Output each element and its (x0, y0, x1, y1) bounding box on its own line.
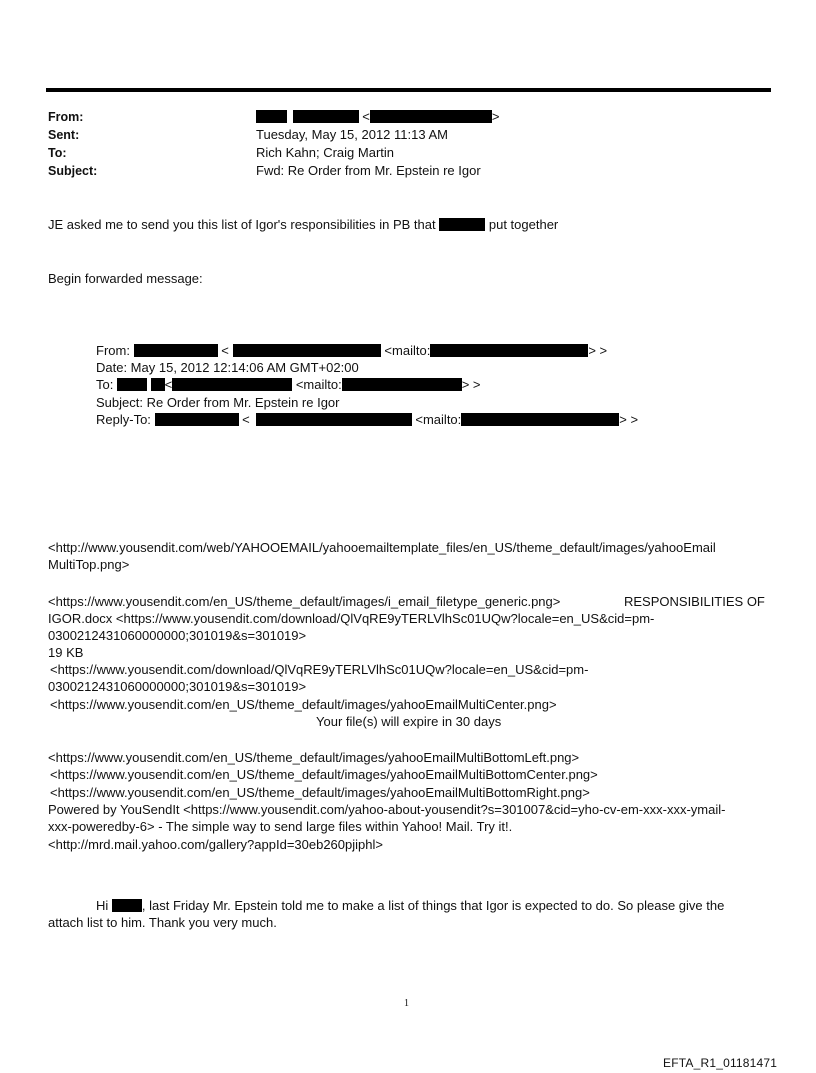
redaction (151, 378, 165, 391)
fwd-replyto-close: > > (619, 412, 639, 427)
from-label: From: (48, 110, 84, 124)
redaction (293, 110, 359, 123)
fwd-to-line (96, 377, 481, 393)
redaction (342, 378, 462, 391)
redaction (439, 218, 485, 231)
fwd-to-close: > > (461, 377, 481, 392)
fwd-replyto-line (96, 412, 638, 428)
to-label: To: (48, 146, 67, 160)
begin-forwarded: Begin forwarded message: (48, 271, 203, 286)
fwd-replyto-label: Reply-To: (96, 412, 151, 427)
fwd-from-label: From: (96, 343, 130, 358)
fwd-replyto-lt: < (242, 412, 250, 427)
sent-label: Sent: (48, 128, 80, 142)
download-link-line1[interactable]: <https://www.yousendit.com/download/QlVqRE9yTERLVlhSc01UQw?locale=en_US&cid=pm- (50, 662, 589, 677)
redaction (370, 110, 492, 123)
closing-line1 (96, 898, 724, 914)
fwd-from-line (96, 343, 607, 359)
redaction (134, 344, 218, 357)
fwd-to-mailto: <mailto: (295, 377, 342, 392)
center-image-link[interactable]: <https://www.yousendit.com/en_US/theme_default/images/yahooEmailMultiCenter.png> (50, 697, 557, 712)
fwd-replyto-mailto: <mailto: (415, 412, 462, 427)
top-image-link-1[interactable]: <http://www.yousendit.com/web/YAHOOEMAIL/yahooemailtemplate_files/en_US/theme_default/images/yahooEmail (48, 540, 716, 555)
from-value (256, 109, 499, 125)
download-link-line2[interactable]: 0300212431060000000;301019&s=301019> (48, 679, 307, 694)
top-image-link-2[interactable]: MultiTop.png> (48, 557, 130, 572)
document-id: EFTA_R1_01181471 (663, 1056, 778, 1070)
bottom-left-link[interactable]: <https://www.yousendit.com/en_US/theme_default/images/yahooEmailMultiBottomLeft.png> (48, 750, 580, 765)
page-number: 1 (404, 998, 409, 1009)
subject-label: Subject: (48, 164, 98, 178)
bottom-center-link[interactable]: <https://www.yousendit.com/en_US/theme_default/images/yahooEmailMultiBottomCenter.png> (50, 767, 598, 782)
gallery-link[interactable]: <http://mrd.mail.yahoo.com/gallery?appId=30eb260pjiphl> (48, 837, 383, 852)
fwd-date: Date: May 15, 2012 12:14:06 AM GMT+02:00 (96, 360, 359, 375)
closing-hi: Hi (96, 898, 109, 913)
redaction (117, 378, 147, 391)
intro-after: put together (488, 217, 559, 232)
sent-value: Tuesday, May 15, 2012 11:13 AM (256, 127, 448, 142)
header-rule (46, 88, 771, 92)
expire-notice: Your file(s) will expire in 30 days (316, 714, 502, 729)
intro-line (48, 217, 558, 233)
redaction (112, 899, 142, 912)
from-lt: < (362, 109, 370, 124)
attachment-title: RESPONSIBILITIES OF (624, 594, 765, 609)
bottom-right-link[interactable]: <https://www.yousendit.com/en_US/theme_default/images/yahooEmailMultiBottomRight.png> (50, 785, 590, 800)
fwd-mailto: <mailto: (384, 343, 431, 358)
redaction (256, 110, 287, 123)
fwd-lt: < (221, 343, 229, 358)
fwd-close: > > (588, 343, 608, 358)
from-gt: > (491, 109, 500, 124)
fwd-subject: Subject: Re Order from Mr. Epstein re Igor (96, 395, 340, 410)
closing-message-1: , last Friday Mr. Epstein told me to make a list of things that Igor is expected to do. So please give the (141, 898, 725, 913)
subject-value: Fwd: Re Order from Mr. Epstein re Igor (256, 163, 481, 178)
redaction (155, 413, 239, 426)
intro-before: JE asked me to send you this list of Igor's responsibilities in PB that (48, 217, 436, 232)
closing-line2: attach list to him. Thank you very much. (48, 915, 277, 930)
filetype-icon-link[interactable]: <https://www.yousendit.com/en_US/theme_default/images/i_email_filetype_generic.png> (48, 594, 561, 609)
redaction (256, 413, 412, 426)
redaction (233, 344, 381, 357)
file-size: 19 KB (48, 645, 84, 660)
to-value: Rich Kahn; Craig Martin (256, 145, 394, 160)
attachment-link-line3[interactable]: 0300212431060000000;301019&s=301019> (48, 628, 307, 643)
powered-by-line2: xxx-poweredby-6> - The simple way to send large files within Yahoo! Mail. Try it!. (48, 819, 513, 834)
redaction (461, 413, 619, 426)
redaction (430, 344, 588, 357)
powered-by-line1[interactable]: Powered by YouSendIt <https://www.yousendit.com/yahoo-about-yousendit?s=301007&cid=yho-cv-em-xxx-xxx-ymail- (48, 802, 726, 817)
fwd-to-lt: < (164, 377, 173, 392)
redaction (172, 378, 292, 391)
attachment-link-line2[interactable]: IGOR.docx <https://www.yousendit.com/download/QlVqRE9yTERLVlhSc01UQw?locale=en_US&cid=pm- (48, 611, 655, 626)
fwd-to-label: To: (96, 377, 114, 392)
